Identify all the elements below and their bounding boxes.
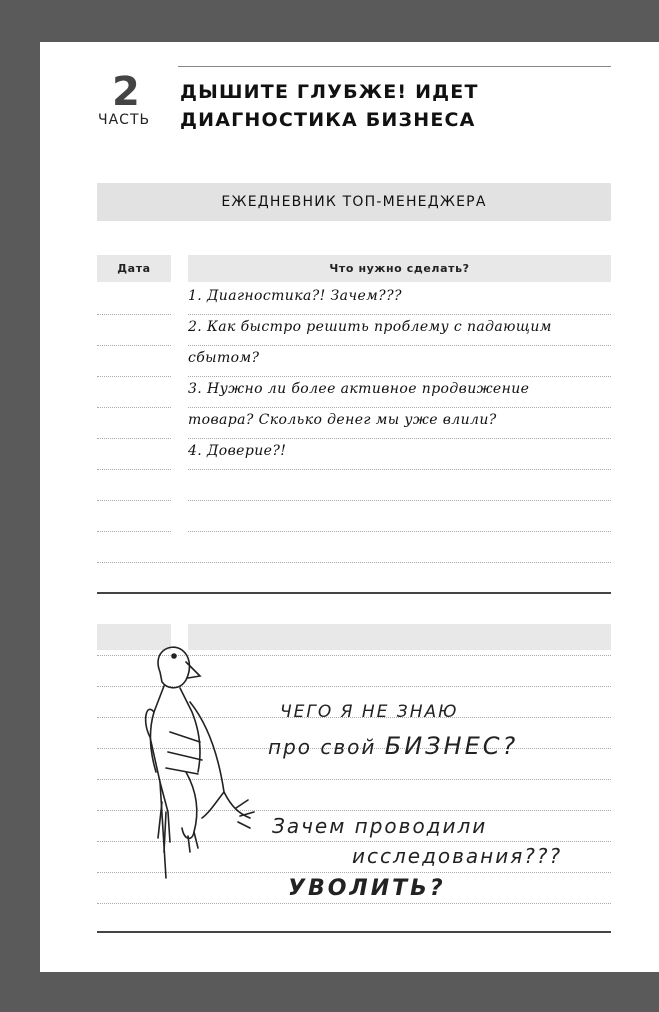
title-line-1: ДЫШИТЕ ГЛУБЖЕ! ИДЕТ: [180, 81, 479, 103]
date-row-line: [97, 376, 171, 377]
task-item: 3. Нужно ли более активное продвижение: [188, 381, 530, 397]
task-row-line: [188, 438, 611, 439]
note-text-prefix: про свой: [268, 735, 377, 759]
task-item: 2. Как быстро решить проблему с падающим: [188, 319, 552, 335]
task-row-line: [188, 345, 611, 346]
date-row-line: [97, 314, 171, 315]
date-row-line: [97, 469, 171, 470]
note-text: ЧЕГО Я НЕ ЗНАЮ: [280, 702, 459, 722]
task-item: 4. Доверие?!: [188, 443, 287, 459]
task-row-line: [188, 469, 611, 470]
date-row-line: [97, 531, 171, 532]
date-column-header: Дата: [97, 255, 171, 282]
row-line: [97, 562, 611, 563]
section-divider: [97, 592, 611, 594]
date-row-line: [97, 500, 171, 501]
note-text: УВОЛИТЬ?: [288, 876, 446, 901]
task-row-line: [188, 500, 611, 501]
note-line: [97, 903, 611, 904]
top-rule: [178, 66, 611, 67]
date-row-line: [97, 438, 171, 439]
task-item: сбытом?: [188, 350, 260, 366]
part-label: ЧАСТЬ: [98, 112, 151, 128]
sketch-figure-illustration: [140, 642, 260, 882]
date-row-line: [97, 345, 171, 346]
task-item: 1. Диагностика?! Зачем???: [188, 288, 402, 304]
task-row-line: [188, 531, 611, 532]
note-text-emphasis: БИЗНЕС?: [384, 732, 519, 760]
date-row-line: [97, 407, 171, 408]
note-text: Зачем проводили: [272, 814, 488, 838]
part-number: 2: [112, 69, 140, 115]
task-item: товара? Сколько денег мы уже влили?: [188, 412, 497, 428]
page-title: [180, 78, 479, 134]
page: [40, 42, 659, 972]
task-row-line: [188, 376, 611, 377]
title-line-2: ДИАГНОСТИКА БИЗНЕСА: [180, 109, 476, 131]
note-text: [268, 732, 518, 760]
task-row-line: [188, 407, 611, 408]
task-row-line: [188, 314, 611, 315]
note-text: исследования???: [352, 844, 563, 868]
section-title: ЕЖЕДНЕВНИК ТОП-МЕНЕДЖЕРА: [97, 183, 611, 221]
task-column-header: Что нужно сделать?: [188, 255, 611, 282]
bottom-divider: [97, 931, 611, 933]
